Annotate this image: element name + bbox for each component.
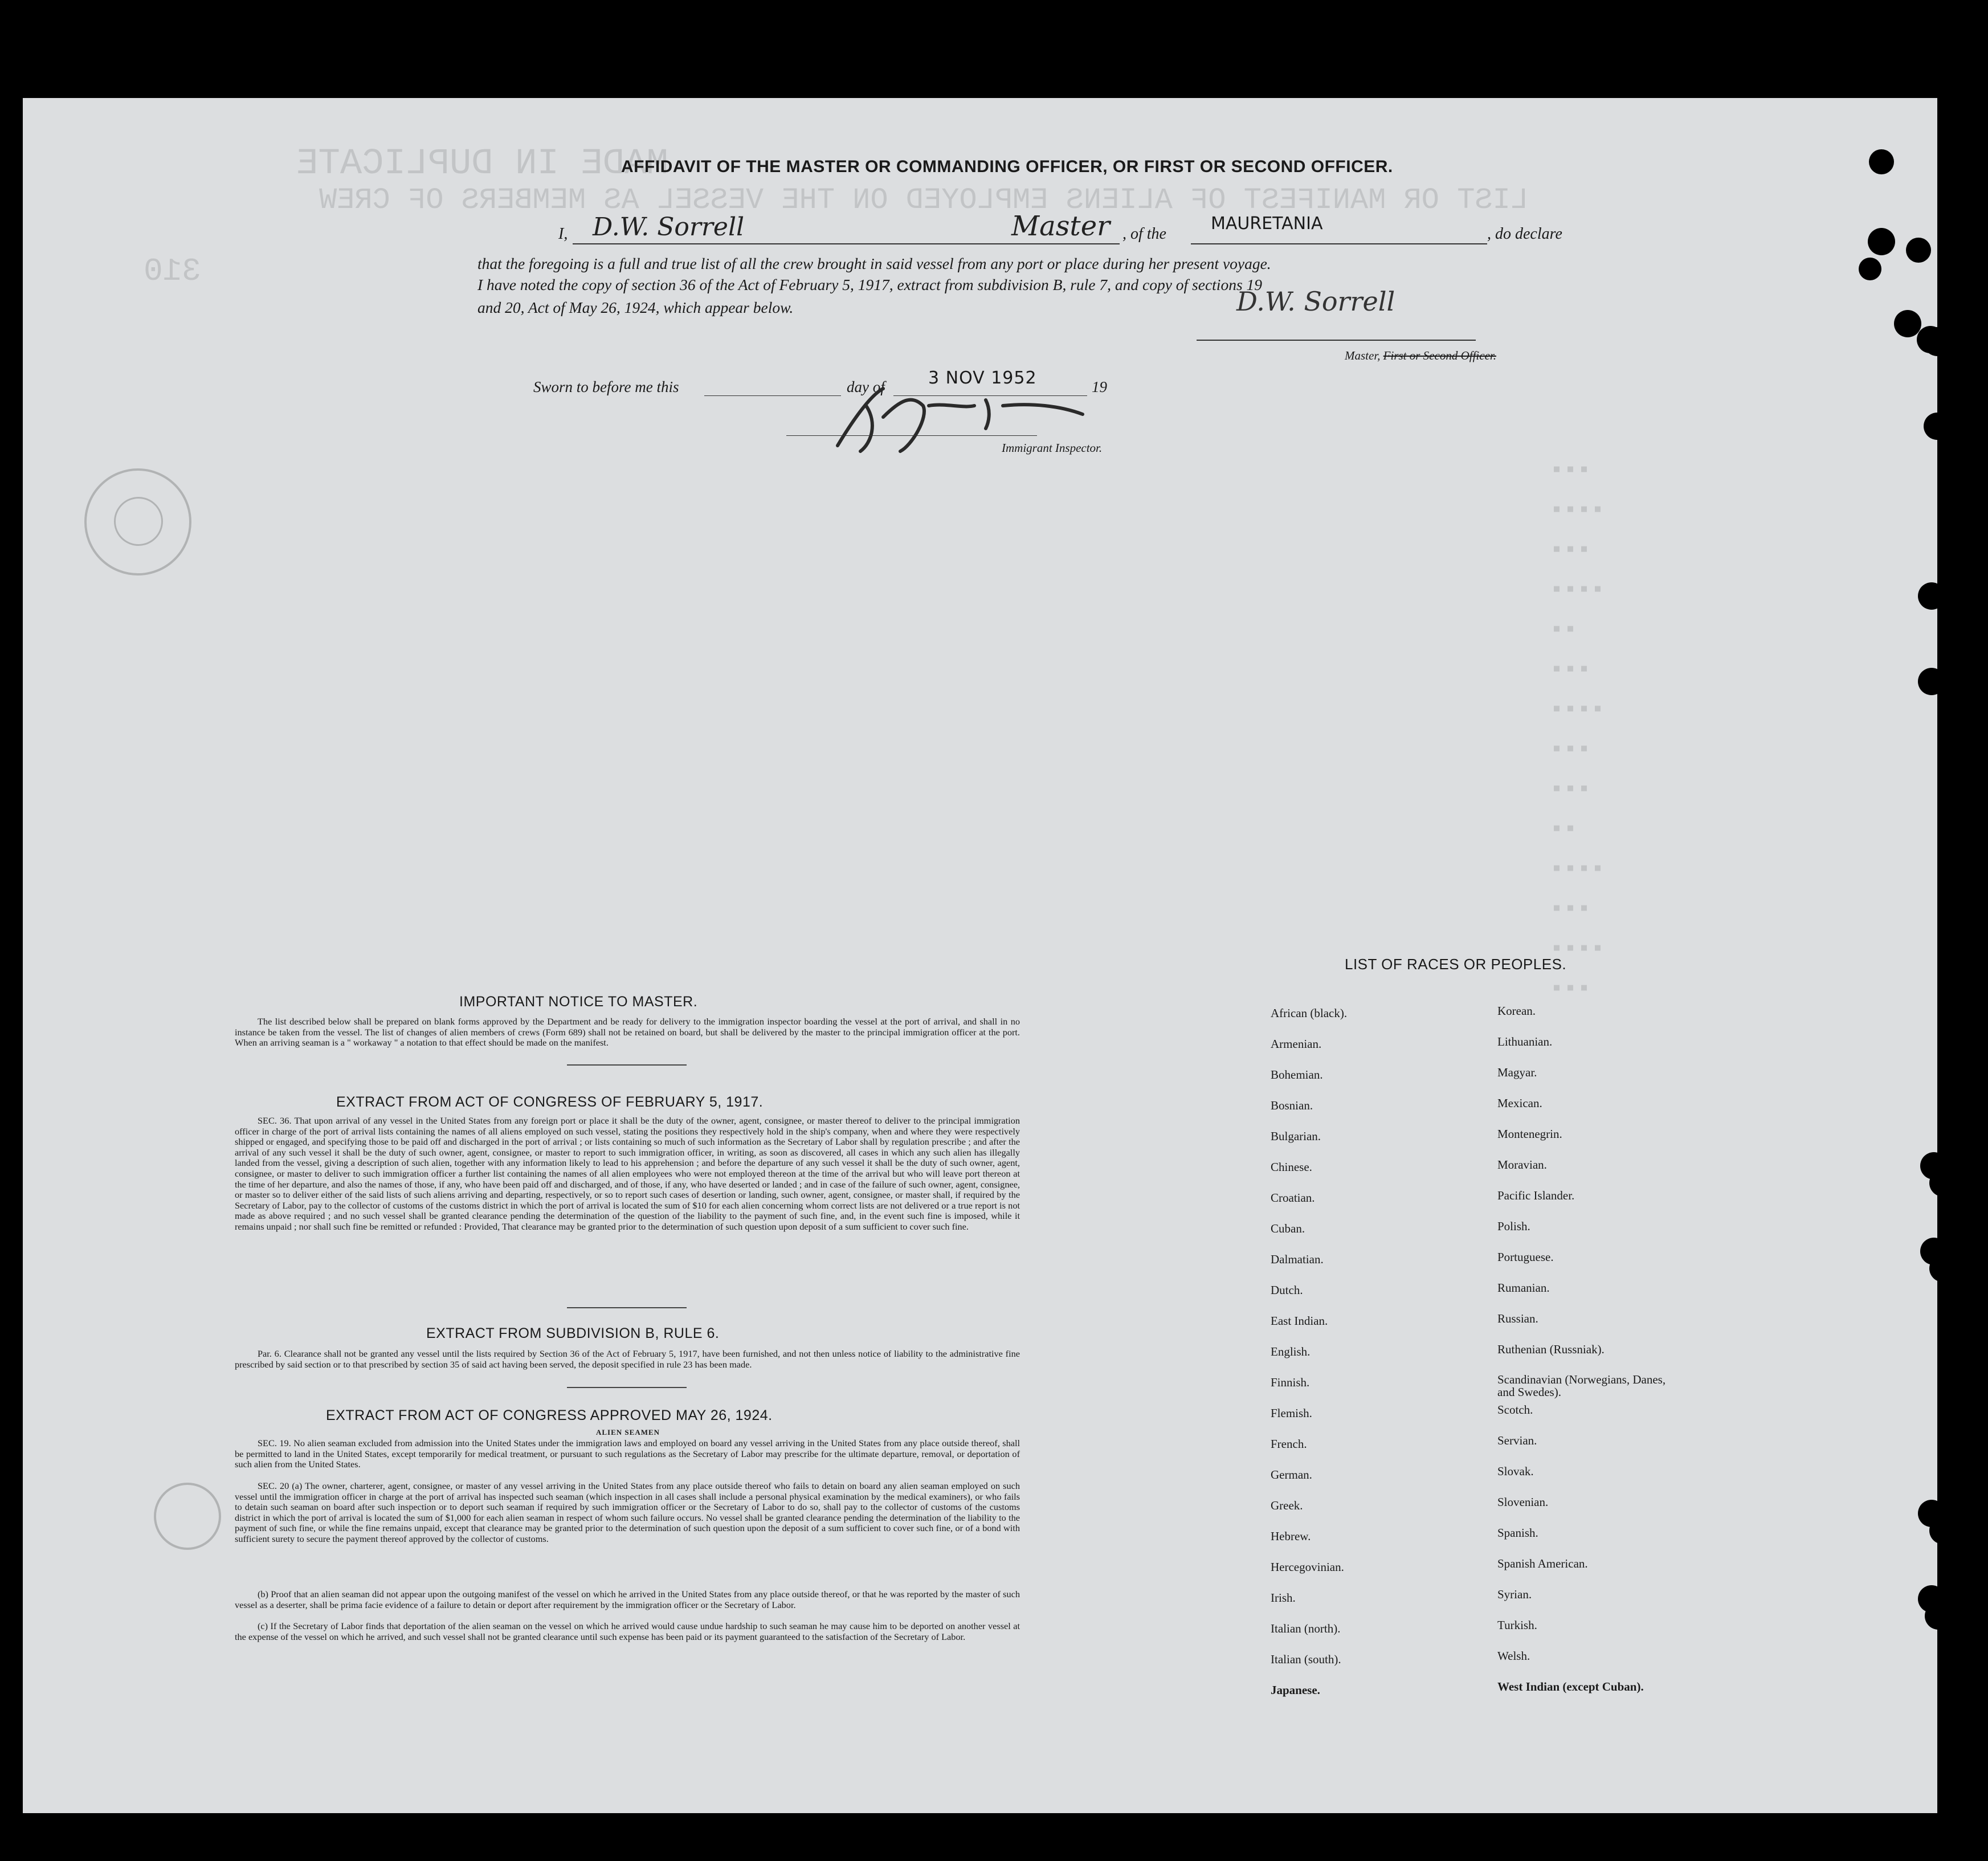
notice-heading: IMPORTANT NOTICE TO MASTER.	[459, 994, 698, 1010]
extract-1917-body: SEC. 36. That upon arrival of any vessel in the United States from any foreign port or place it shall be the duty of the owner, agent, consignee, or master thereof to deliver to the principal immigration officer in charge of the port of arrival lists containing the names of all aliens employed on such vessel, stating the positions they respectively hold in the ship's company, when and where they were respectively shipped or engaged, and specifying those to be paid off and discharged in the port of arrival ; or lists containing so much of such information as the Secretary of Labor shall by regulation prescribe ; and after the arrival of any such vessel it shall be the duty of such owner, agent, consignee, or master to report to such immigration officer, in writing, as soon as discovered, all cases in which any such alien has illegally landed from the vessel, giving a description of such alien, together with any information likely to lead to his apprehension ; and before the departure of any such vessel it shall be the duty of such owner, agent, consignee, or master to deliver to such immigration officer a further list containing the names of all alien employees who were not employed thereon at the time of the arrival but who will leave port thereon at the time of her departure, and also the names of those, if any, who have been paid off and discharged, and of those, if any, who have deserted or landed ; and in case of the failure of such owner, agent, consignee, or master so to deliver either of the said lists of such aliens arriving and departing, respectively, or so to report such cases of desertion or landing, such owner, agent, consignee, or master shall, if required by the Secretary of Labor, pay to the collector of customs of the customs district in which the port of arrival is located the sum of $10 for each alien concerning whom correct lists are not delivered or a true report is not made as above required ; and no such vessel shall be granted clearance pending the determination of the question of the liability to the payment of such fine, and, in the event such fine is imposed, while it remains unpaid ; nor shall such fine be remitted or refunded : Provided, That clearance may be granted prior to the determination of such question upon deposit of a sum sufficient to cover such fine.	[235, 1115, 1020, 1232]
year-prefix: 19	[1092, 378, 1107, 395]
race-right-item: Russian.	[1497, 1312, 1538, 1325]
master-signature: D.W. Sorrell	[1236, 286, 1395, 317]
race-left-item: African (black).	[1271, 1006, 1348, 1020]
punch-hole	[1906, 238, 1931, 263]
affidavit-line-2: that the foregoing is a full and true list of all the crew brought in said vessel from any port or place during her present voyage.	[477, 255, 1271, 272]
punch-hole	[1917, 326, 1944, 353]
rank-line	[1011, 243, 1120, 244]
race-left-item: Japanese.	[1271, 1683, 1320, 1697]
race-left-item: Hercegovinian.	[1271, 1560, 1344, 1574]
seal-stamp-inner	[114, 497, 163, 546]
race-left-item: East Indian.	[1271, 1314, 1328, 1328]
race-left-item: Dalmatian.	[1271, 1252, 1324, 1266]
extract-rule6-heading: EXTRACT FROM SUBDIVISION B, RULE 6.	[426, 1325, 720, 1341]
extract-1924-subheading: ALIEN SEAMEN	[596, 1428, 660, 1436]
affidavit-line-1	[479, 210, 1578, 248]
race-right-item: Spanish American.	[1497, 1557, 1588, 1570]
do-declare-label: , do declare	[1487, 225, 1562, 243]
race-right-item: Ruthenian (Russniak).	[1497, 1342, 1605, 1356]
signature-caption	[1345, 349, 1496, 363]
race-left-item: Bulgarian.	[1271, 1129, 1321, 1143]
extract-1924-sec20c: (c) If the Secretary of Labor finds that deportation of the alien seaman on the vessel on which he arrived would cause undue hardship to such seaman he may cause him to be deported on another vessel at the expense of the vessel on which he arrived, and such vessel shall not be granted clearance until such expense has been paid or its payment guaranteed to the satisfaction of the Secretary of Labor.	[235, 1621, 1020, 1642]
race-right-item: Pacific Islander.	[1497, 1189, 1575, 1202]
race-left-item: Cuban.	[1271, 1222, 1305, 1235]
race-left-item: Bosnian.	[1271, 1099, 1313, 1112]
race-left-item: Dutch.	[1271, 1283, 1303, 1297]
race-left-item: Italian (north).	[1271, 1622, 1341, 1635]
race-left-item: Armenian.	[1271, 1037, 1322, 1051]
bleed-through-column-marks: ▪▪▪ ▪▪▪▪ ▪▪▪ ▪▪▪▪ ▪▪ ▪▪▪ ▪▪▪▪ ▪▪▪ ▪▪▪ ▪▪ ▪▪▪▪ ▪▪▪ ▪▪▪▪ ▪▪▪	[1550, 458, 1605, 1002]
affidavit-title: AFFIDAVIT OF THE MASTER OR COMMANDING OFFICER, OR FIRST OR SECOND OFFICER.	[621, 157, 1393, 176]
extract-1924-sec19: SEC. 19. No alien seaman excluded from admission into the United States under the immigration laws and employed on board any vessel arriving in the United States from any place outside thereof, shall be permitted to land in the United States, except temporarily for medical treatment, or pursuant to such regulations as the Secretary of Labor may prescribe for the ultimate departure, removal, or deportation of such alien from the United States.	[235, 1438, 1020, 1470]
signature-caption-master: Master,	[1345, 349, 1381, 362]
race-left-item: Irish.	[1271, 1591, 1296, 1605]
race-right-item: Scandinavian (Norwegians, Danes, and Swedes).	[1497, 1373, 1666, 1399]
race-left-item: Italian (south).	[1271, 1652, 1341, 1666]
race-right-item: Servian.	[1497, 1434, 1537, 1447]
races-heading: LIST OF RACES OR PEOPLES.	[1345, 956, 1567, 973]
punch-hole	[1869, 149, 1894, 174]
signature-caption-struck: First or Second Officer.	[1383, 349, 1496, 362]
race-left-item: French.	[1271, 1437, 1307, 1451]
bleed-through-header-1: LIST OR MANIFEST OF ALIENS EMPLOYED ON THE VESSEL AS MEMBERS OF CREW	[319, 183, 1528, 217]
rule-2	[567, 1307, 687, 1308]
extract-1917-heading: EXTRACT FROM ACT OF CONGRESS OF FEBRUARY 5, 1917.	[336, 1094, 764, 1110]
date-stamp: 3 NOV 1952	[928, 368, 1037, 388]
punch-hole	[1918, 582, 1945, 610]
master-name-handwritten: D.W. Sorrell	[593, 213, 745, 242]
punch-hole	[1925, 1602, 1952, 1630]
rule-3	[567, 1387, 687, 1388]
name-line	[573, 243, 1011, 244]
race-right-item: Turkish.	[1497, 1618, 1537, 1632]
bleed-through-header-2: MADE IN DUPLICATE	[296, 144, 668, 185]
vessel-name: MAURETANIA	[1211, 214, 1323, 234]
race-right-item: Syrian.	[1497, 1587, 1532, 1601]
race-right-item: Slovak.	[1497, 1464, 1534, 1478]
race-left-item: German.	[1271, 1468, 1312, 1482]
race-right-item: Scotch.	[1497, 1403, 1533, 1417]
punch-hole	[1929, 1169, 1957, 1197]
extract-1924-sec20b: (b) Proof that an alien seaman did not appear upon the outgoing manifest of the vessel on which he arrived in the United States from any place outside thereof, or that he was reported by the master of such vessel as a deserter, shall be prima facie evidence of a failure to detain or deport after requirement by the immigration officer or the Secretary of Labor.	[235, 1589, 1020, 1610]
seal-stamp-lower	[154, 1483, 221, 1550]
of-the-label: , of the	[1122, 225, 1166, 243]
affidavit-line-3: I have noted the copy of section 36 of the Act of February 5, 1917, extract from subdivision B, rule 7, and copy of sections 19	[477, 276, 1263, 293]
punch-hole	[1868, 228, 1895, 255]
race-left-item: Flemish.	[1271, 1406, 1312, 1420]
sworn-day-of: day of	[847, 378, 885, 395]
race-right-item: West Indian (except Cuban).	[1497, 1680, 1644, 1693]
race-right-item: Moravian.	[1497, 1158, 1547, 1172]
race-left-item: Finnish.	[1271, 1376, 1310, 1389]
extract-1924-sec20a: SEC. 20 (a) The owner, charterer, agent, consignee, or master of any vessel arriving in the United States from any place outside thereof who fails to detain on board any alien seaman employed on such vessel until the immigration officer in charge at the port of arrival has inspected such seaman (which inspection in all cases shall include a personal physical examination by the medical examiners), or who fails to detain such seaman on board after such inspection or to deport such seaman if required by such immigration officer or the Secretary of Labor to do so, shall pay to the collector of customs of the customs district in which the port of arrival is located the sum of $1,000 for each alien seaman in respect of whom such failure occurs. No vessel shall be granted clearance pending the determination of the liability to the payment of such fine, or while the fine remains unpaid, except that clearance may be granted prior to the determination of such question upon the deposit of a sum sufficient to cover such fine, or of a bond with sufficient surety to secure the payment thereof approved by the collector of customs.	[235, 1480, 1020, 1544]
punch-hole	[1943, 588, 1966, 611]
document-sheet	[23, 98, 1937, 1813]
race-right-item: Slovenian.	[1497, 1495, 1549, 1509]
signature-line	[1197, 340, 1476, 341]
notice-body: The list described below shall be prepared on blank forms approved by the Department and be ready for delivery to the immigration inspector boarding the vessel at the port of arrival, and shall in no instance be taken from the vessel. The list of changes of alien members of crews (Form 689) shall not be retained on board, but shall be delivered by the master to the principal immigration officer at the port. When an arriving seaman is a " workaway " a notation to that effect should be made on the manifest.	[235, 1016, 1020, 1048]
race-right-item: Korean.	[1497, 1004, 1536, 1018]
punch-hole	[1941, 680, 1968, 708]
vessel-line	[1191, 243, 1487, 244]
race-left-item: Croatian.	[1271, 1191, 1315, 1205]
race-left-item: Chinese.	[1271, 1160, 1312, 1174]
inspector-line	[786, 435, 1037, 436]
race-right-item: Portuguese.	[1497, 1250, 1554, 1264]
punch-hole	[1929, 1517, 1957, 1544]
race-right-item: Mexican.	[1497, 1096, 1542, 1110]
punch-hole	[1929, 1255, 1957, 1282]
inspector-caption: Immigrant Inspector.	[1002, 441, 1103, 455]
punch-hole	[1924, 413, 1951, 440]
bleed-through-number: 310	[144, 253, 201, 289]
race-right-item: Montenegrin.	[1497, 1127, 1562, 1141]
punch-hole	[1859, 258, 1881, 280]
race-right-item: Rumanian.	[1497, 1281, 1550, 1295]
race-right-item: Lithuanian.	[1497, 1035, 1553, 1048]
punch-hole	[1894, 310, 1921, 337]
affidavit-line-4: and 20, Act of May 26, 1924, which appear below.	[477, 299, 794, 316]
race-right-item: Spanish.	[1497, 1526, 1538, 1540]
race-right-item: Magyar.	[1497, 1066, 1537, 1079]
race-left-item: Greek.	[1271, 1499, 1303, 1512]
extract-rule6-body: Par. 6. Clearance shall not be granted any vessel until the lists required by Section 36 of the Act of February 5, 1917, have been furnished, and not then unless notice of liability to the administrative fine prescribed by said section or to that prescribed by section 35 of said act having been served, the deposit specified in rule 23 has been made.	[235, 1348, 1020, 1370]
i-label: I,	[558, 225, 568, 243]
rule-1	[567, 1064, 687, 1066]
race-right-item: Welsh.	[1497, 1649, 1530, 1663]
race-left-item: Hebrew.	[1271, 1529, 1311, 1543]
race-left-item: Bohemian.	[1271, 1068, 1323, 1081]
rank-handwritten: Master	[1011, 210, 1111, 242]
extract-1924-heading: EXTRACT FROM ACT OF CONGRESS APPROVED MAY 26, 1924.	[326, 1407, 773, 1423]
race-left-item: English.	[1271, 1345, 1311, 1358]
race-right-item: Polish.	[1497, 1219, 1530, 1233]
sworn-prefix: Sworn to before me this	[533, 378, 679, 395]
